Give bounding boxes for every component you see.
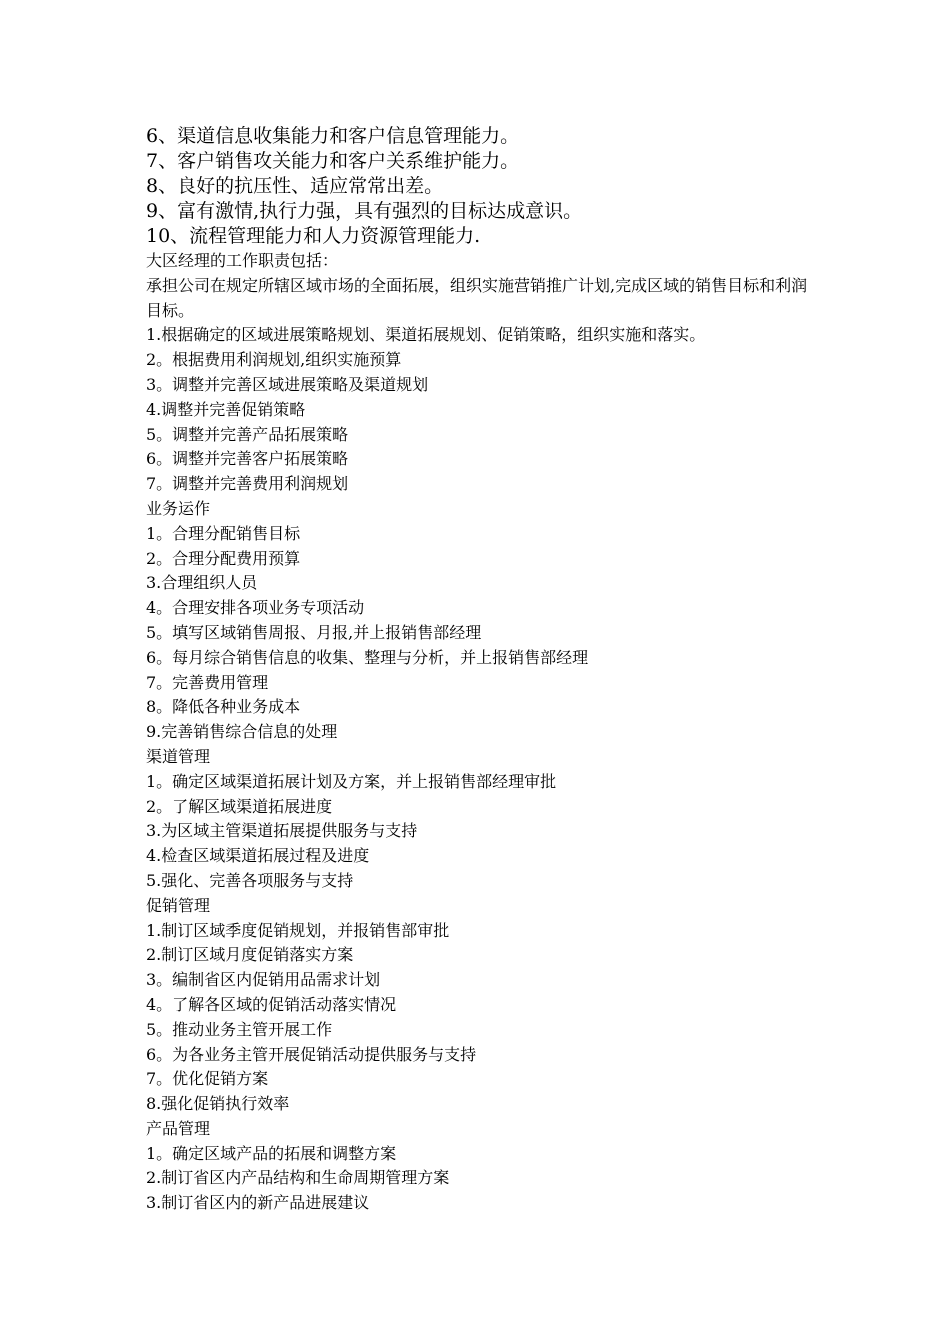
list-item: 2。根据费用利润规划,组织实施预算	[146, 350, 402, 370]
list-item: 8。降低各种业务成本	[146, 697, 301, 717]
list-item: 3.为区域主管渠道拓展提供服务与支持	[146, 821, 418, 841]
list-item: 3。调整并完善区域进展策略及渠道规划	[146, 374, 429, 394]
product-section	[146, 1117, 826, 1216]
list-item: 4。合理安排各项业务专项活动	[146, 598, 365, 618]
list-item: 8.强化促销执行效率	[146, 1094, 290, 1114]
section-heading: 业务运作	[146, 498, 211, 518]
section-heading: 产品管理	[146, 1118, 211, 1138]
list-item: 6。为各业务主管开展促销活动提供服务与支持	[146, 1044, 477, 1064]
list-item: 1.制订区域季度促销规划，并报销售部审批	[146, 920, 450, 940]
requirement-item: 10、流程管理能力和人力资源管理能力.	[146, 225, 481, 247]
list-item: 1。确定区域渠道拓展计划及方案，并上报销售部经理审批	[146, 771, 557, 791]
list-item: 4。了解各区域的促销活动落实情况	[146, 994, 397, 1014]
list-item: 1.根据确定的区域进展策略规划、渠道拓展规划、促销策略，组织实施和落实。	[146, 325, 706, 345]
list-item: 1。确定区域产品的拓展和调整方案	[146, 1143, 397, 1163]
list-item: 1。合理分配销售目标	[146, 523, 301, 543]
requirement-item: 6、渠道信息收集能力和客户信息管理能力。	[146, 125, 520, 147]
requirement-item: 7、客户销售攻关能力和客户关系维护能力。	[146, 150, 520, 172]
list-item: 5。填写区域销售周报、月报,并上报销售部经理	[146, 622, 482, 642]
channel-section	[146, 745, 826, 894]
requirement-item: 8、良好的抗压性、适应常常出差。	[146, 175, 444, 197]
strategy-list	[146, 323, 826, 497]
duties-intro: 承担公司在规定所辖区域市场的全面拓展，组织实施营销推广计划,完成区域的销售目标和利润目标。	[146, 275, 808, 320]
list-item: 7。优化促销方案	[146, 1069, 269, 1089]
list-item: 5。调整并完善产品拓展策略	[146, 424, 349, 444]
operations-section	[146, 497, 826, 745]
list-item: 7。完善费用管理	[146, 672, 269, 692]
list-item: 7。调整并完善费用利润规划	[146, 474, 349, 494]
list-item: 5。推动业务主管开展工作	[146, 1019, 333, 1039]
list-item: 2.制订区域月度促销落实方案	[146, 945, 354, 965]
list-item: 6。调整并完善客户拓展策略	[146, 449, 349, 469]
list-item: 4.检查区域渠道拓展过程及进度	[146, 846, 370, 866]
list-item: 2。了解区域渠道拓展进度	[146, 796, 333, 816]
list-item: 2。合理分配费用预算	[146, 548, 301, 568]
requirement-item: 9、富有激情,执行力强，具有强烈的目标达成意识。	[146, 200, 583, 222]
list-item: 4.调整并完善促销策略	[146, 399, 306, 419]
document-page	[146, 124, 826, 1216]
list-item: 9.完善销售综合信息的处理	[146, 722, 338, 742]
list-item: 6。每月综合销售信息的收集、整理与分析，并上报销售部经理	[146, 647, 589, 667]
requirements-list	[146, 124, 826, 249]
promotion-section	[146, 894, 826, 1117]
list-item: 3。编制省区内促销用品需求计划	[146, 970, 381, 990]
list-item: 5.强化、完善各项服务与支持	[146, 870, 354, 890]
section-heading: 渠道管理	[146, 746, 211, 766]
list-item: 3.合理组织人员	[146, 573, 258, 593]
list-item: 3.制订省区内的新产品进展建议	[146, 1193, 370, 1213]
list-item: 2.制订省区内产品结构和生命周期管理方案	[146, 1168, 450, 1188]
section-heading: 促销管理	[146, 895, 211, 915]
duties-heading: 大区经理的工作职责包括：	[146, 251, 339, 270]
